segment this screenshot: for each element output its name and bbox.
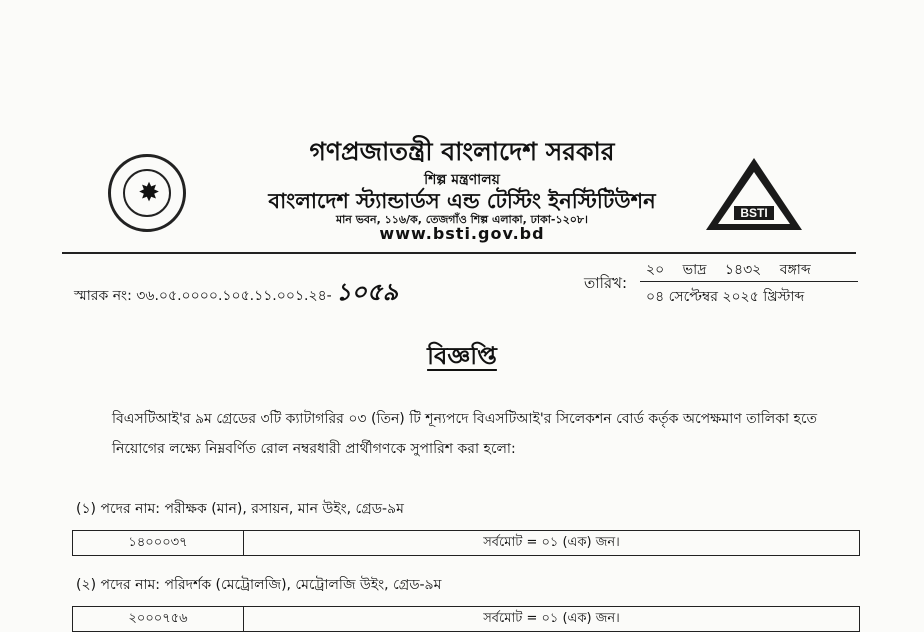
header-website-link[interactable]: www.bsti.gov.bd [379,224,545,243]
memo-reference [74,274,398,314]
bsti-logo-text: BSTI [740,206,768,220]
header-government: গণপ্রজাতন্ত্রী বাংলাদেশ সরকার [309,137,615,166]
date-divider [640,281,858,282]
memo-handwritten-number: ১০৫৯ [335,278,399,306]
date-english: ০৪ সেপ্টেম্বর ২০২৫ খ্রিস্টাব্দ [646,289,805,305]
header-ministry: শিল্প মন্ত্রণালয় [424,172,500,188]
item-2-table-row [72,606,860,632]
item-2-total: সর্বমোট = ০১ (এক) জন। [483,611,620,626]
header-institution: বাংলাদেশ স্ট্যান্ডার্ডস এন্ড টেস্টিং ইনস্টিটিউশন [268,189,656,213]
memo-label: স্মারক নং: [74,288,132,304]
government-seal-logo: ✸ [108,154,186,232]
notice-title: বিজ্ঞপ্তি [427,342,497,370]
item-1-table-row [72,530,860,556]
notice-body: বিএসটিআই'র ৯ম গ্রেডের ৩টি ক্যাটাগরির ০৩ (তিন) টি শূন্যপদে বিএসটিআই'র সিলেকশন বোর্ড কর্তৃক অপেক্ষমাণ তালিকা হতে নিয়োগের লক্ষ্যে নিম্নবর্ণিত রোল নম্বরধারী প্রার্থীগণকে সুপারিশ করা হলো: [112,411,818,457]
item-2-heading: (২) পদের নাম: পরিদর্শক (মেট্রোলজি), মেট্রোলজি উইং, গ্রেড-৯ম [76,577,442,593]
item-1-total: সর্বমোট = ০১ (এক) জন। [483,535,620,550]
memo-number: ৩৬.০৫.০০০০.১০৫.১১.০০১.২৪- [136,288,332,304]
date-bangla: ২০ ভাদ্র ১৪৩২ বঙ্গাব্দ [646,262,811,278]
date-label: তারিখ: [584,274,628,292]
item-1-roll: ১৪০০০৩৭ [73,531,244,555]
header-address: মান ভবন, ১১৬/ক, তেজগাঁও শিল্প এলাকা, ঢাকা-১২০৮। [336,213,588,226]
header-divider [62,252,856,254]
item-1-heading: (১) পদের নাম: পরীক্ষক (মান), রসায়ন, মান উইং, গ্রেড-৯ম [76,501,404,517]
item-2-roll: ২০০০৭৫৬ [73,607,244,631]
